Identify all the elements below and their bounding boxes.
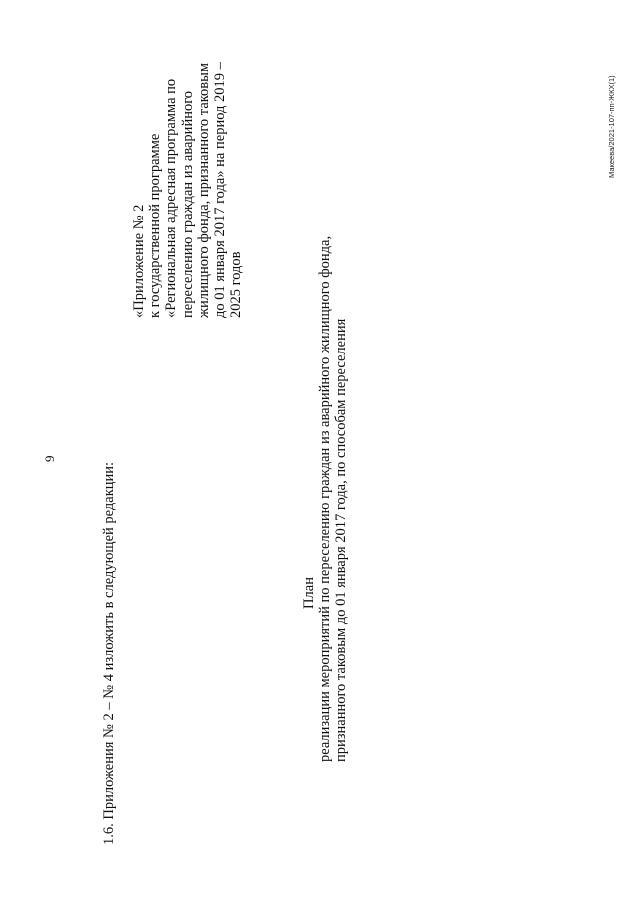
intro-paragraph: 1.6. Приложения № 2 – № 4 изложить в следующей редакции: bbox=[101, 461, 117, 845]
appendix-line-6: до 01 января 2017 года» на период 2019 – bbox=[212, 62, 229, 318]
appendix-line-3: «Региональная адресная программа по bbox=[163, 78, 180, 318]
appendix-line-5: жилищного фонда, признанного таковым bbox=[195, 62, 212, 318]
appendix-line-1: «Приложение № 2 bbox=[131, 204, 147, 318]
page-number: 9 bbox=[42, 455, 57, 462]
appendix-line-4: переселению граждан из аварийного bbox=[179, 90, 196, 318]
appendix-line-2: к государственной программе bbox=[147, 133, 164, 318]
plan-subtitle-line-1: реализации мероприятий по переселению граждан из аварийного жилищного фонда, bbox=[317, 235, 334, 762]
document-code: Макеева/2021-107-пп-ЖКХ(1) bbox=[607, 75, 616, 178]
plan-title: План bbox=[301, 577, 317, 609]
appendix-line-7: 2025 годов bbox=[228, 251, 245, 318]
appendix-header bbox=[131, 62, 244, 318]
plan-heading bbox=[301, 235, 350, 762]
plan-subtitle-line-2: признанного таковым до 01 января 2017 года, по способам переселения bbox=[333, 318, 350, 762]
